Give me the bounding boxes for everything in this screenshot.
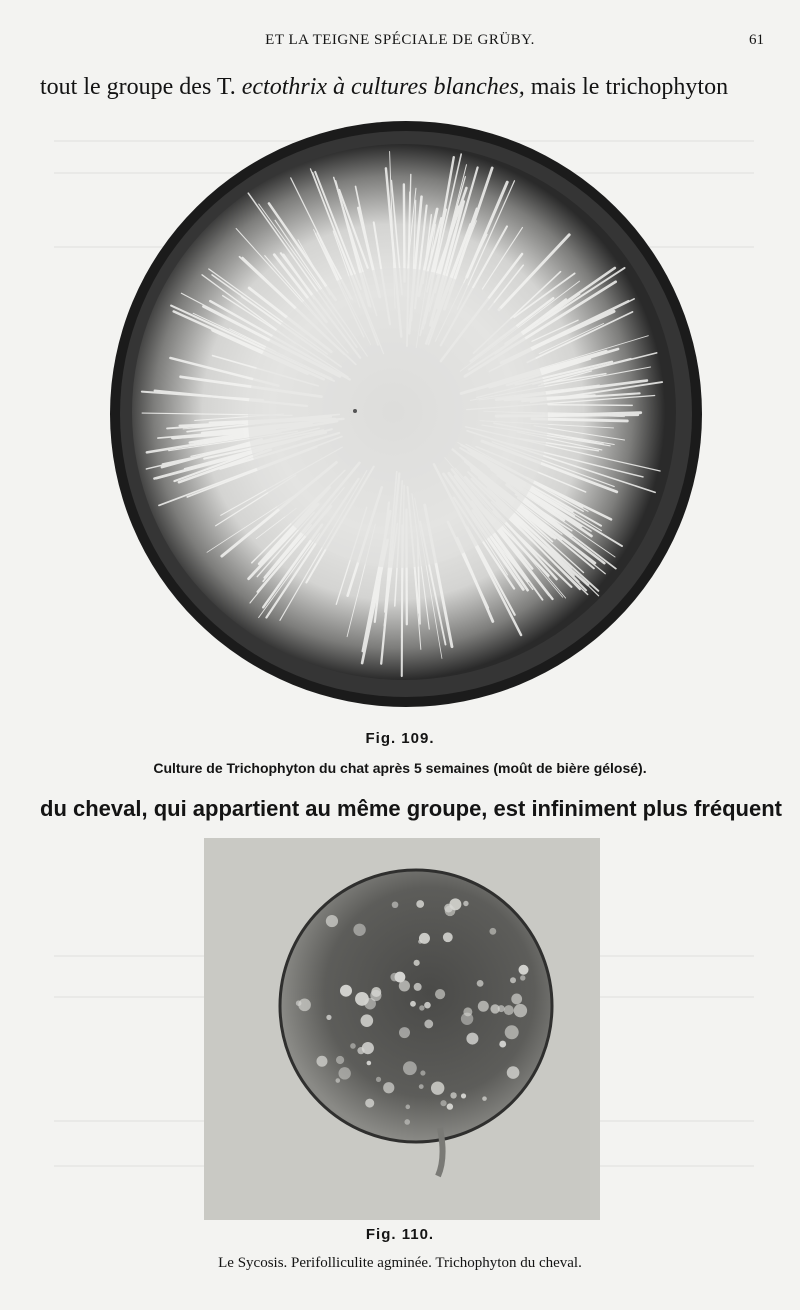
running-title: ET LA TEIGNE SPÉCIALE DE GRÜBY. bbox=[265, 32, 535, 48]
figure-110-caption: Le Sycosis. Perifolliculite agminée. Trichophyton du cheval. bbox=[218, 1255, 582, 1271]
figure-110-label: Fig. 110. bbox=[365, 1226, 435, 1243]
body-text-line-2: du cheval, qui appartient au même groupe, est infiniment plus fréquent bbox=[40, 796, 782, 821]
petri-dish-culture-photo bbox=[108, 118, 704, 710]
figure-109-label: Fig. 109. bbox=[365, 730, 435, 747]
sycosis-lesion-photo bbox=[204, 838, 600, 1220]
body-text-line-1-italic: ectothrix à cultures blanches, bbox=[241, 74, 525, 100]
body-text-line-1-end: mais le trichophyton bbox=[524, 74, 729, 100]
page-number: 61 bbox=[749, 32, 764, 48]
body-text-line-1-start: tout le groupe des T. bbox=[40, 74, 242, 100]
figure-109-caption: Culture de Trichophyton du chat après 5 semaines (moût de bière gélosé). bbox=[153, 760, 647, 776]
body-text-line-1 bbox=[40, 74, 770, 101]
